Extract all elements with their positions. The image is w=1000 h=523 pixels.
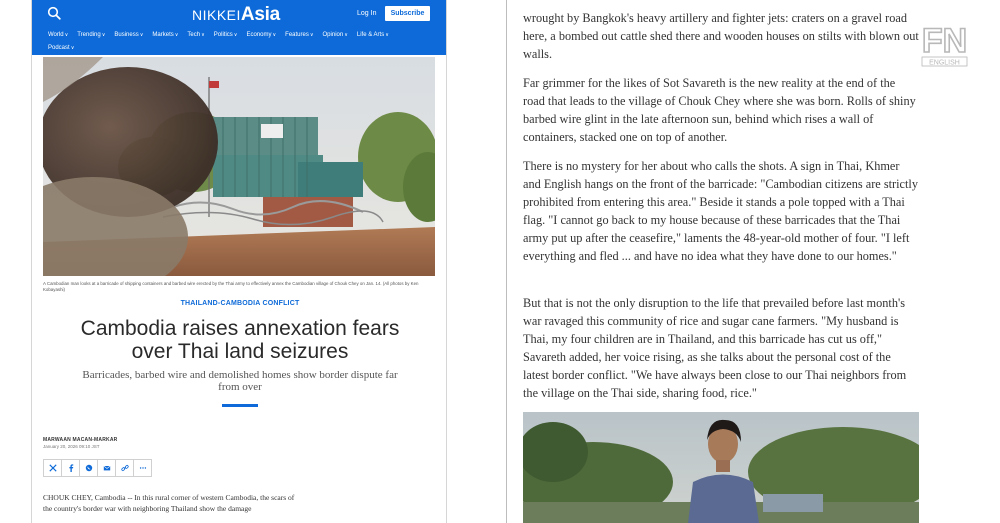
subscribe-button[interactable]: Subscribe — [385, 6, 430, 21]
chevron-down-icon: ∨ — [174, 32, 179, 38]
x-icon[interactable] — [43, 459, 62, 477]
menu-item-label: Life & Arts — [356, 32, 385, 38]
menu-item-label: Features — [285, 32, 309, 38]
link-icon[interactable] — [115, 459, 134, 477]
article-paragraph: wrought by Bangkok's heavy artillery and fighter jets: craters on a gravel road here, a bombed out cattle shed there and wooden houses on stilts with blown out walls. — [523, 11, 919, 61]
article-paragraph: Far grimmer for the likes of Sot Savareth is the new reality at the end of the road that leads to the village of Chouk Chey where she was born. Rolls of shiny barbed wire glint in the late afternoon sun, behind which rises a wall of containers, stacked one on top of another. — [523, 76, 916, 144]
chevron-down-icon: ∨ — [70, 45, 75, 51]
menu-item-label: Podcast — [48, 45, 70, 51]
share-toolbar — [43, 459, 151, 477]
top-navigation-bar — [32, 0, 447, 55]
article-paragraph: There is no mystery for her about who calls the shots. A sign in Thai, Khmer and English hangs on the front of the barricade: "Cambodian citizens are strictly prohibited from entering this area." Beside it stands a pole topped with a Thai flag. "I cannot go back to my house because of these barricades that the Thai army put up after the ceasefire," laments the 48-year-old mother of four. "I left everything and fled ... and have no idea what they have done to our homes." — [523, 159, 918, 263]
watermark-logo-subtext: ENGLISH — [929, 59, 960, 67]
chevron-down-icon: ∨ — [201, 32, 205, 38]
menu-item-label: Politics — [213, 32, 233, 38]
brand-logo-part2: Asia — [240, 4, 280, 25]
menu-item-trending[interactable] — [77, 32, 105, 38]
article-headline: Cambodia raises annexation fears over Thai land seizures — [80, 317, 400, 363]
menu-item-features[interactable] — [285, 32, 313, 38]
menu-item-business[interactable] — [114, 32, 143, 38]
publish-date: January 20, 2026 09:10 JST — [43, 444, 100, 449]
menu-item-markets[interactable] — [152, 32, 178, 38]
brand-logo-part1: NIKKEI — [192, 7, 241, 23]
chevron-down-icon: ∨ — [64, 32, 69, 38]
menu-item-life-arts[interactable] — [357, 32, 389, 38]
chevron-down-icon: ∨ — [385, 32, 389, 38]
search-icon[interactable] — [47, 6, 61, 20]
menu-item-podcast[interactable] — [48, 45, 74, 51]
article-kicker[interactable]: THAILAND-CAMBODIA CONFLICT — [180, 300, 300, 307]
chevron-down-icon: ∨ — [309, 32, 314, 38]
watermark-logo — [917, 14, 972, 68]
menu-item-label: Business — [114, 32, 139, 38]
hero-photo-barricade — [43, 57, 435, 276]
article-continuation — [523, 0, 923, 523]
section-menu-primary — [48, 32, 389, 38]
article-subheadline: Barricades, barbed wire and demolished homes show border dispute far from over — [82, 369, 398, 393]
menu-item-label: World — [48, 32, 64, 38]
menu-item-tech[interactable] — [187, 32, 204, 38]
menu-item-economy[interactable] — [246, 32, 276, 38]
article-photo-woman — [523, 412, 919, 523]
whatsapp-icon[interactable] — [79, 459, 98, 477]
menu-item-opinion[interactable] — [323, 32, 348, 38]
author-byline[interactable]: MARWAAN MACAN-MARKAR — [43, 437, 118, 443]
accent-divider — [222, 404, 258, 407]
menu-item-politics[interactable] — [214, 32, 238, 38]
menu-item-label: Opinion — [322, 32, 344, 38]
chevron-down-icon: ∨ — [233, 32, 238, 38]
login-link[interactable]: Log In — [357, 10, 377, 17]
brand-logo[interactable] — [192, 4, 280, 26]
article-body-intro: CHOUK CHEY, Cambodia -- In this rural corner of western Cambodia, the scars of the country's border war with neighboring Thailand show the damage — [43, 493, 295, 513]
photo-caption: A Cambodian man looks at a barricade of shipping containers and barbed wire erected by the Thai army to effectively annex the Cambodian village of Chouk Chey on Jan. 14. (All photos by Ken Kobayashi) — [43, 281, 419, 292]
menu-item-label: Trending — [77, 32, 101, 38]
email-icon[interactable] — [97, 459, 116, 477]
article-paragraph: But that is not the only disruption to the life that prevailed before last month's war ravaged this community of rice and sugar cane farmers. "My husband is Thai, my four children are in Thailand, and this barricade has cut us off," Savareth added, her voice rising, as she talks about the personal cost of the latest border conflict. "We have always been close to our Thai neighbors from the village on the Thai side, sharing food, rice." — [523, 296, 907, 400]
panel-separator — [506, 0, 507, 523]
facebook-icon[interactable] — [61, 459, 80, 477]
chevron-down-icon: ∨ — [272, 32, 277, 38]
menu-item-label: Markets — [152, 32, 174, 38]
section-menu-secondary — [48, 45, 74, 51]
chevron-down-icon: ∨ — [101, 32, 106, 38]
more-icon[interactable] — [133, 459, 152, 477]
menu-item-world[interactable] — [48, 32, 68, 38]
menu-item-label: Economy — [246, 32, 272, 38]
watermark-logo-text: FN — [921, 22, 968, 60]
menu-item-label: Tech — [187, 32, 201, 38]
chevron-down-icon: ∨ — [344, 32, 348, 38]
mobile-article-screenshot — [31, 0, 447, 523]
chevron-down-icon: ∨ — [139, 32, 144, 38]
